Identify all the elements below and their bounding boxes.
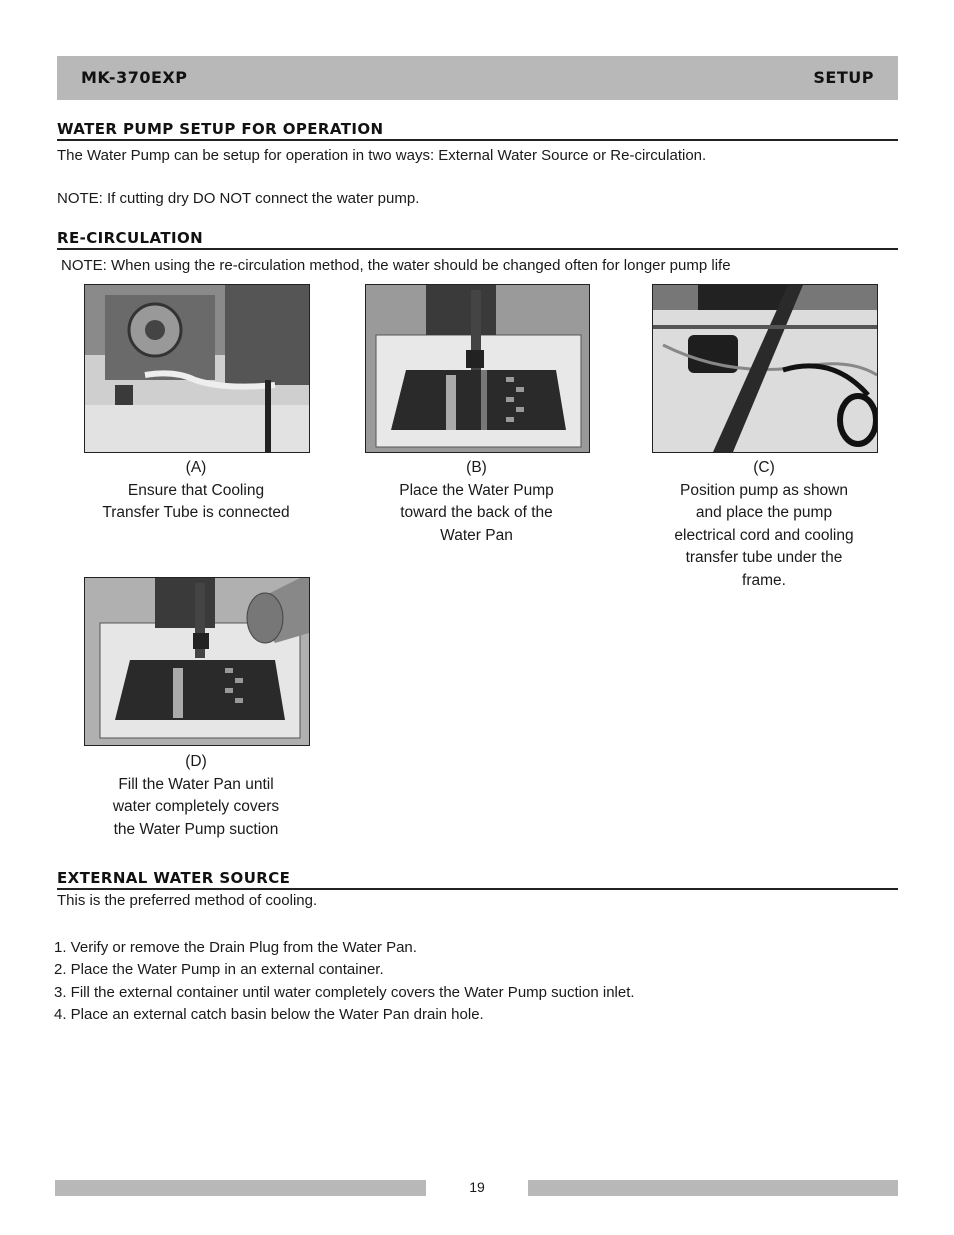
external-step: 3. Fill the external container until water completely covers the Water Pump suction inlet. xyxy=(54,984,635,1001)
water-pump-intro: The Water Pump can be setup for operation in two ways: External Water Source or Re-circulation. xyxy=(57,147,707,164)
caption-c-line: transfer tube under the xyxy=(685,549,843,566)
page-number: 19 xyxy=(469,1179,485,1195)
caption-a-line: Ensure that Cooling xyxy=(127,481,265,499)
caption-a-letter: (A) xyxy=(185,459,207,476)
caption-c-line: and place the pump xyxy=(695,504,833,521)
model-name: MK-370EXP xyxy=(81,68,188,87)
caption-c-letter: (C) xyxy=(753,459,775,476)
photo-c-cord-routing xyxy=(652,284,878,453)
caption-a-line: Transfer Tube is connected xyxy=(102,504,290,521)
external-title: EXTERNAL WATER SOURCE xyxy=(57,869,898,890)
caption-d-line: the Water Pump suction xyxy=(113,820,279,838)
caption-c-line: Position pump as shown xyxy=(679,481,848,499)
photo-a-cooling-tube xyxy=(84,284,310,453)
section-name: SETUP xyxy=(813,68,874,87)
caption-c-line: frame. xyxy=(742,571,786,589)
caption-c xyxy=(642,457,886,592)
caption-d-letter: (D) xyxy=(185,753,207,770)
recirculation-title: RE-CIRCULATION xyxy=(57,229,898,250)
caption-a xyxy=(84,457,308,525)
header-bar xyxy=(57,56,898,100)
external-intro: This is the preferred method of cooling. xyxy=(57,892,318,909)
footer-bar-right xyxy=(528,1180,898,1196)
caption-b-line: Place the Water Pump xyxy=(399,481,554,499)
caption-c-line: electrical cord and cooling xyxy=(674,526,854,544)
external-step: 1. Verify or remove the Drain Plug from the Water Pan. xyxy=(54,939,417,956)
caption-d-line: Fill the Water Pan until xyxy=(118,775,274,793)
caption-b xyxy=(355,457,598,547)
caption-b-line: toward the back of the xyxy=(400,504,553,521)
external-step: 2. Place the Water Pump in an external container. xyxy=(54,961,384,978)
footer-bar-left xyxy=(55,1180,426,1196)
photo-d-fill-water xyxy=(84,577,310,746)
caption-b-line: Water Pan xyxy=(440,526,513,544)
caption-b-letter: (B) xyxy=(466,459,487,476)
dry-cutting-note: NOTE: If cutting dry DO NOT connect the water pump. xyxy=(57,190,420,207)
photo-b-pump-placement xyxy=(365,284,590,453)
water-pump-title: WATER PUMP SETUP FOR OPERATION xyxy=(57,120,898,141)
caption-d xyxy=(84,751,308,841)
caption-d-line: water completely covers xyxy=(112,798,280,815)
external-step: 4. Place an external catch basin below the Water Pan drain hole. xyxy=(54,1006,484,1023)
recirculation-note: NOTE: When using the re-circulation method, the water should be changed often for longer pump life xyxy=(61,257,731,274)
